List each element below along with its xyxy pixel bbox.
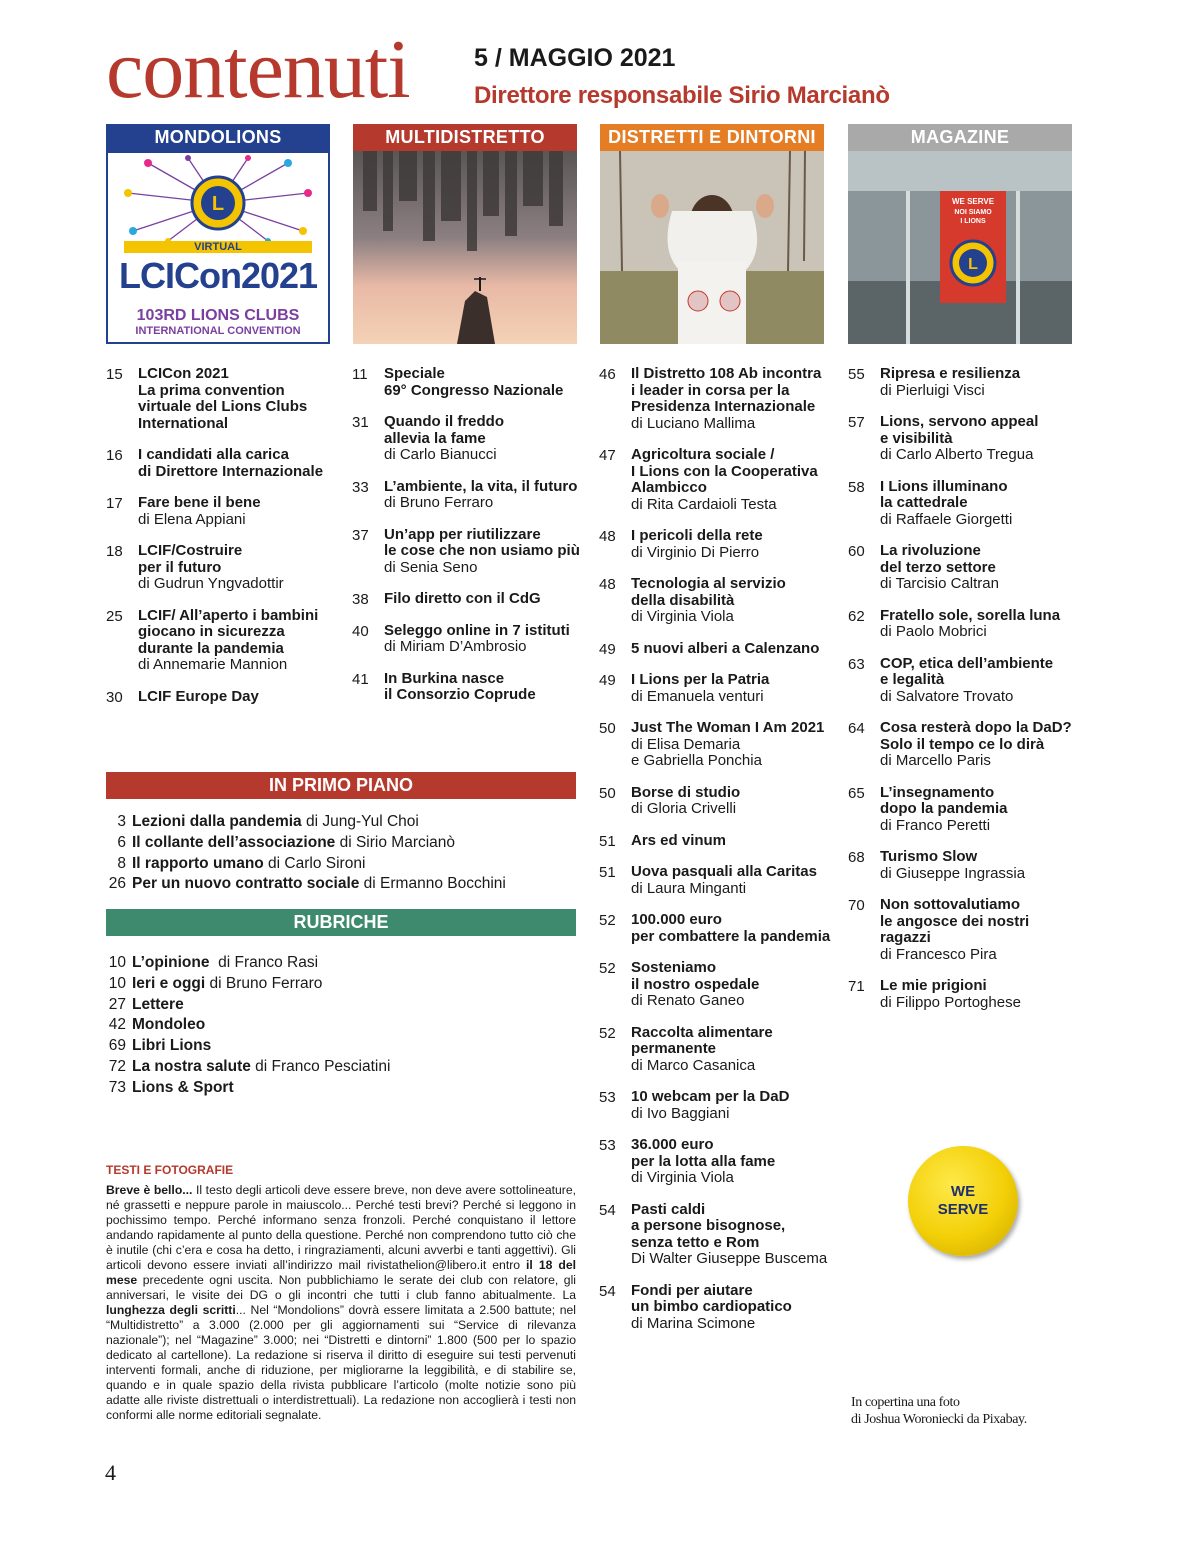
toc-page-number: 54 bbox=[599, 1282, 616, 1300]
list-entry[interactable] bbox=[104, 854, 584, 875]
notes-text-2: precedente ogni uscita. Non pubblichiamo le serate dei club con relatore, gli anniversari, le visite dei DG o gli incontri che tutti i club fanno abitualmente. La bbox=[106, 1273, 576, 1302]
list-title: Lions & Sport bbox=[132, 1078, 234, 1096]
toc-author: di Marco Casanica bbox=[631, 1056, 756, 1074]
toc-author: di Rita Cardaioli Testa bbox=[631, 495, 777, 513]
toc-title: In Burkina nasce il Consorzio Coprude bbox=[384, 669, 536, 703]
rubriche-list bbox=[104, 953, 584, 1099]
toc-title: Le mie prigioni bbox=[880, 977, 987, 994]
toc-entry[interactable] bbox=[106, 495, 342, 528]
section-header-distretti: DISTRETTI E DINTORNI bbox=[600, 124, 824, 151]
toc-page-number: 49 bbox=[599, 640, 616, 658]
toc-title: Pasti caldi a persone bisognose, senza tetto e Rom bbox=[631, 1200, 786, 1251]
list-author: di Franco Pesciatini bbox=[250, 1057, 391, 1075]
toc-title: L’insegnamento dopo la pandemia bbox=[880, 783, 1008, 817]
toc-page-number: 41 bbox=[352, 670, 369, 688]
issue-number: 5 / MAGGIO 2021 bbox=[474, 44, 676, 72]
sign-noi-siamo: NOI SIAMO bbox=[954, 209, 992, 216]
toc-author: di Annemarie Mannion bbox=[138, 656, 288, 673]
toc-title: COP, etica dell’ambiente e legalità bbox=[880, 654, 1054, 688]
list-entry[interactable] bbox=[104, 974, 584, 995]
toc-entry[interactable] bbox=[106, 366, 342, 432]
toc-title: L’ambiente, la vita, il futuro bbox=[384, 477, 578, 495]
list-entry[interactable] bbox=[104, 1015, 584, 1036]
section-header-mondolions: MONDOLIONS bbox=[106, 124, 330, 151]
toc-author: di Senia Seno bbox=[384, 558, 478, 576]
toc-page-number: 18 bbox=[106, 543, 123, 560]
toc-title: 10 webcam per la DaD bbox=[631, 1088, 790, 1105]
list-page-number: 72 bbox=[108, 1057, 126, 1075]
toc-title: Fondi per aiutare un bimbo cardiopatico bbox=[631, 1281, 792, 1315]
toc-page-number: 37 bbox=[352, 526, 369, 544]
toc-page-number: 70 bbox=[848, 897, 865, 914]
toc-title: I Lions per la Patria bbox=[631, 671, 770, 688]
list-author: di Sirio Marcianò bbox=[335, 833, 456, 851]
toc-page-number: 53 bbox=[599, 1137, 616, 1154]
list-page-number: 6 bbox=[117, 833, 126, 851]
primo-piano-list bbox=[104, 812, 584, 895]
section-distretti bbox=[600, 124, 824, 344]
toc-page-number: 63 bbox=[848, 655, 865, 673]
list-title: Il collante dell’associazione bbox=[132, 833, 336, 851]
toc-author: di Virginia Viola bbox=[631, 608, 734, 625]
toc-page-number: 50 bbox=[599, 720, 616, 737]
toc-page-number: 55 bbox=[848, 366, 865, 383]
toc-entry[interactable] bbox=[599, 912, 835, 945]
toc-entry[interactable] bbox=[599, 785, 835, 818]
toc-page-number: 71 bbox=[848, 978, 865, 995]
toc-entry[interactable] bbox=[848, 720, 1080, 770]
toc-column-mondolions bbox=[106, 366, 342, 720]
toc-title: 100.000 euro per combattere la pandemia bbox=[631, 911, 831, 945]
toc-title: Lions, servono appeal e visibilità bbox=[880, 413, 1039, 447]
list-page-number: 10 bbox=[108, 974, 126, 992]
toc-title: Un’app per riutilizzare le cose che non usiamo più bbox=[384, 525, 580, 559]
toc-column-magazine bbox=[848, 366, 1080, 1026]
notes-text-1: Il testo degli articoli deve essere breve, non deve avere sottolineature, né grassetti e neppure parole in maiuscolo... Perché testi brevi? Perché si leggono in pochissimo tempo. Perché informano senza fronzoli. Perché conquistano il lettore andando rapidamente al punto della questione. Perché non comprendono tutto ciò che è inutile (chi c’era e cosa ha detto, i ringraziamenti, alcuni avverbi e tanti aggettivi). Gli articoli devono essere inviati all’indirizzo mail rivistathelion@libero.it entro bbox=[106, 1183, 576, 1272]
toc-author: di Bruno Ferraro bbox=[384, 494, 494, 511]
page-title: contenuti bbox=[106, 23, 410, 116]
toc-title: 5 nuovi alberi a Calenzano bbox=[631, 639, 820, 657]
toc-entry[interactable] bbox=[599, 1202, 835, 1268]
toc-author: Di Walter Giuseppe Buscema bbox=[631, 1250, 828, 1267]
list-page-number: 27 bbox=[108, 995, 126, 1013]
toc-page-number: 16 bbox=[106, 447, 123, 464]
toc-entry[interactable] bbox=[848, 978, 1080, 1011]
toc-title: 36.000 euro per la lotta alla fame bbox=[631, 1136, 776, 1170]
lcicon-subtitle: 103RD LIONS CLUBS bbox=[136, 307, 300, 324]
toc-column-distretti bbox=[599, 366, 835, 1347]
toc-page-number: 64 bbox=[848, 720, 865, 737]
toc-author: di Salvatore Trovato bbox=[880, 687, 1014, 705]
lcicon-logo-text: LCICon2021 bbox=[118, 255, 318, 296]
toc-page-number: 68 bbox=[848, 849, 865, 866]
toc-entry[interactable] bbox=[599, 864, 835, 897]
list-page-number: 8 bbox=[117, 854, 126, 872]
toc-page-number: 51 bbox=[599, 832, 616, 850]
toc-entry[interactable] bbox=[599, 641, 835, 658]
toc-author: di Elisa Demaria e Gabriella Ponchia bbox=[631, 735, 762, 769]
lcicon-subtitle-2: INTERNATIONAL CONVENTION bbox=[135, 325, 301, 337]
toc-entry[interactable] bbox=[599, 833, 835, 850]
list-entry[interactable] bbox=[104, 995, 584, 1016]
toc-entry[interactable] bbox=[848, 366, 1080, 399]
toc-author: di Francesco Pira bbox=[880, 945, 997, 963]
list-title: L’opinione bbox=[132, 954, 210, 971]
list-author: di Ermanno Bocchini bbox=[359, 875, 506, 893]
toc-page-number: 47 bbox=[599, 447, 616, 464]
list-title: Il rapporto umano bbox=[132, 854, 264, 872]
toc-entry[interactable] bbox=[599, 576, 835, 626]
toc-page-number: 15 bbox=[106, 366, 123, 383]
toc-page-number: 38 bbox=[352, 591, 369, 608]
toc-entry[interactable] bbox=[106, 689, 342, 706]
list-page-number: 10 bbox=[108, 954, 126, 971]
toc-entry[interactable] bbox=[599, 1025, 835, 1075]
train-sign-image bbox=[848, 151, 1072, 344]
toc-entry[interactable] bbox=[599, 960, 835, 1010]
toc-page-number: 57 bbox=[848, 414, 865, 431]
list-page-number: 26 bbox=[108, 875, 126, 893]
toc-column-multidistretto bbox=[352, 366, 588, 719]
list-title: Per un nuovo contratto sociale bbox=[132, 875, 360, 893]
toc-author: di Raffaele Giorgetti bbox=[880, 510, 1013, 528]
toc-title: Ripresa e resilienza bbox=[880, 365, 1021, 382]
toc-page-number: 51 bbox=[599, 864, 616, 881]
toc-title: Uova pasquali alla Caritas bbox=[631, 863, 817, 880]
toc-entry[interactable] bbox=[106, 543, 342, 593]
toc-author: di Miriam D’Ambrosio bbox=[384, 638, 527, 655]
toc-title: I Lions illuminano la cattedrale bbox=[880, 477, 1008, 511]
toc-title: LCICon 2021 La prima convention virtuale del Lions Clubs International bbox=[138, 365, 308, 432]
toc-title: La rivoluzione del terzo settore bbox=[880, 542, 996, 576]
list-author: di Carlo Sironi bbox=[263, 854, 366, 872]
toc-title: Tecnologia al servizio della disabilità bbox=[631, 575, 786, 609]
toc-title: LCIF/Costruire per il futuro bbox=[138, 542, 243, 576]
toc-title: Fare bene il bene bbox=[138, 494, 261, 511]
toc-page-number: 52 bbox=[599, 912, 616, 929]
notes-bold-1: Breve è bello... bbox=[106, 1183, 193, 1197]
toc-entry[interactable] bbox=[106, 447, 342, 480]
toc-page-number: 11 bbox=[352, 366, 368, 383]
section-multidistretto bbox=[353, 124, 577, 344]
list-title: Lezioni dalla pandemia bbox=[132, 813, 302, 830]
toc-author: di Emanuela venturi bbox=[631, 687, 764, 705]
toc-title: Fratello sole, sorella luna bbox=[880, 606, 1061, 624]
virtual-label: VIRTUAL bbox=[194, 241, 242, 253]
toc-title: Borse di studio bbox=[631, 783, 741, 801]
toc-title: Non sottovalutiamo le angosce dei nostri ragazzi bbox=[880, 896, 1030, 946]
toc-page-number: 48 bbox=[599, 528, 616, 545]
toc-page-number: 52 bbox=[599, 1024, 616, 1042]
toc-author: di Carlo Alberto Tregua bbox=[880, 446, 1034, 463]
list-title: Ieri e oggi bbox=[132, 974, 206, 992]
toc-entry[interactable] bbox=[599, 720, 835, 770]
toc-author: di Carlo Bianucci bbox=[384, 446, 497, 463]
toc-author: di Marina Scimone bbox=[631, 1314, 756, 1332]
we-serve-badge bbox=[908, 1146, 1018, 1256]
toc-entry[interactable] bbox=[848, 785, 1080, 835]
toc-title: Raccolta alimentare permanente bbox=[631, 1023, 773, 1057]
toc-page-number: 50 bbox=[599, 784, 616, 802]
toc-entry[interactable] bbox=[352, 671, 588, 704]
toc-author: di Filippo Portoghese bbox=[880, 993, 1021, 1011]
list-page-number: 3 bbox=[117, 813, 126, 830]
notes-bold-2: il 18 del mese bbox=[106, 1258, 576, 1287]
section-magazine bbox=[848, 124, 1072, 344]
toc-title: Just The Woman I Am 2021 bbox=[631, 719, 825, 736]
toc-title: LCIF Europe Day bbox=[138, 687, 259, 705]
toc-author: di Gudrun Yngvadottir bbox=[138, 575, 284, 592]
toc-title: Quando il freddo allevia la fame bbox=[384, 413, 504, 447]
toc-page-number: 53 bbox=[599, 1089, 616, 1106]
director-line: Direttore responsabile Sirio Marcianò bbox=[474, 82, 890, 109]
list-entry[interactable] bbox=[104, 833, 584, 854]
toc-entry[interactable] bbox=[599, 366, 835, 432]
toc-author: di Elena Appiani bbox=[138, 510, 246, 528]
toc-author: di Paolo Mobrici bbox=[880, 623, 987, 640]
notes-bold-3: lunghezza degli scritti bbox=[106, 1303, 236, 1317]
toc-page-number: 33 bbox=[352, 478, 369, 496]
svg-text:L: L bbox=[968, 256, 978, 273]
toc-author: di Tarcisio Caltran bbox=[880, 575, 999, 592]
toc-author: di Laura Minganti bbox=[631, 879, 747, 897]
notes-body bbox=[106, 1183, 576, 1423]
notes-text-3: ... Nel “Mondolions” dovrà essere limitata a 2.500 battute; nel “Multidistretto” a 3.000 (2.000 per gli aggiornamenti sui “Service di rilevanza nazionale”); nel “Magazine” 3.000; nei “Distretti e dintorni” 1.800 (500 per lo spazio dedicato al cartellone). La redazione si riserva il diritto di eseguire sui testi pervenuti interventi formali, anche di riduzione, per migliorarne la leggibilità, e di stabilire se, quando e in quale spazio della rivista pubblicare l’articolo (molte notizie sono più adatte alle riviste distrettuali o interdistrettuali). La redazione non accoglierà i testi non conformi alle norme editoriali segnalate. bbox=[106, 1303, 576, 1422]
list-entry[interactable] bbox=[104, 1057, 584, 1078]
list-title: Lettere bbox=[132, 995, 184, 1013]
toc-page-number: 60 bbox=[848, 543, 865, 560]
toc-title: Turismo Slow bbox=[880, 848, 978, 865]
toc-author: di Ivo Baggiani bbox=[631, 1104, 730, 1122]
toc-entry[interactable] bbox=[848, 897, 1080, 963]
toc-author: di Gloria Crivelli bbox=[631, 800, 737, 817]
toc-entry[interactable] bbox=[848, 849, 1080, 882]
toc-entry[interactable] bbox=[352, 527, 588, 577]
toc-author: di Luciano Mallima bbox=[631, 414, 756, 432]
toc-page-number: 58 bbox=[848, 478, 865, 496]
lcicon-image bbox=[106, 151, 330, 344]
toc-title: I pericoli della rete bbox=[631, 527, 763, 544]
toc-author: di Franco Peretti bbox=[880, 816, 991, 834]
badge-line-2: SERVE bbox=[937, 1201, 989, 1218]
list-title: Libri Lions bbox=[132, 1037, 212, 1055]
toc-page-number: 54 bbox=[599, 1201, 616, 1219]
section-header-multidistretto: MULTIDISTRETTO bbox=[353, 124, 577, 151]
badge-line-1: WE bbox=[950, 1183, 976, 1200]
toc-entry[interactable] bbox=[599, 672, 835, 705]
list-entry[interactable] bbox=[104, 1036, 584, 1057]
toc-title: Cosa resterà dopo la DaD? Solo il tempo ce lo dirà bbox=[880, 719, 1072, 753]
toc-entry[interactable] bbox=[352, 366, 588, 399]
cover-credit: In copertina una foto di Joshua Woroniecki da Pixabay. bbox=[851, 1395, 1027, 1427]
toc-entry[interactable] bbox=[599, 1089, 835, 1122]
sign-i-lions: I LIONS bbox=[960, 218, 986, 225]
toc-entry[interactable] bbox=[352, 414, 588, 464]
toc-page-number: 48 bbox=[599, 576, 616, 593]
toc-entry[interactable] bbox=[106, 608, 342, 674]
list-title: Mondoleo bbox=[132, 1016, 206, 1034]
list-page-number: 73 bbox=[108, 1078, 126, 1096]
list-author: di Franco Rasi bbox=[209, 954, 319, 971]
svg-text:L: L bbox=[211, 193, 225, 215]
toc-page-number: 52 bbox=[599, 960, 616, 977]
toc-page-number: 65 bbox=[848, 784, 865, 802]
notes-heading: TESTI E FOTOGRAFIE bbox=[106, 1163, 234, 1177]
toc-page-number: 62 bbox=[848, 607, 865, 625]
toc-title: Ars ed vinum bbox=[631, 831, 727, 849]
list-author: di Jung-Yul Choi bbox=[301, 813, 419, 830]
toc-page-number: 49 bbox=[599, 672, 616, 689]
sign-we-serve: WE SERVE bbox=[951, 197, 995, 206]
primo-piano-header: IN PRIMO PIANO bbox=[106, 772, 576, 799]
toc-page-number: 25 bbox=[106, 607, 123, 625]
city-cliff-image bbox=[353, 151, 577, 344]
list-entry[interactable] bbox=[104, 812, 584, 833]
list-entry[interactable] bbox=[104, 953, 584, 974]
toc-title: Filo diretto con il CdG bbox=[384, 590, 541, 607]
toc-entry[interactable] bbox=[352, 591, 588, 608]
toc-entry[interactable] bbox=[352, 623, 588, 656]
toc-title: Seleggo online in 7 istituti bbox=[384, 621, 570, 639]
toc-page-number: 46 bbox=[599, 366, 616, 383]
toc-entry[interactable] bbox=[848, 414, 1080, 464]
toc-page-number: 17 bbox=[106, 495, 123, 512]
toc-entry[interactable] bbox=[848, 656, 1080, 706]
toc-entry[interactable] bbox=[352, 479, 588, 512]
page-number: 4 bbox=[105, 1460, 116, 1485]
toc-title: I candidati alla carica di Direttore Internazionale bbox=[138, 446, 324, 480]
toc-page-number: 31 bbox=[352, 414, 369, 431]
toc-author: di Renato Ganeo bbox=[631, 992, 745, 1009]
toc-entry[interactable] bbox=[848, 479, 1080, 529]
toc-page-number: 40 bbox=[352, 622, 369, 640]
list-entry[interactable] bbox=[104, 874, 584, 895]
list-page-number: 69 bbox=[108, 1037, 126, 1055]
section-mondolions bbox=[106, 124, 330, 344]
toc-entry[interactable] bbox=[848, 608, 1080, 641]
girl-thumbs-down-image bbox=[600, 151, 824, 344]
toc-entry[interactable] bbox=[599, 1137, 835, 1187]
toc-entry[interactable] bbox=[599, 1283, 835, 1333]
toc-author: di Virginio Di Pierro bbox=[631, 543, 760, 561]
toc-title: Agricoltura sociale / I Lions con la Cooperativa Alambicco bbox=[631, 446, 818, 496]
list-page-number: 42 bbox=[108, 1016, 126, 1034]
toc-title: Speciale 69° Congresso Nazionale bbox=[384, 365, 564, 399]
toc-author: di Pierluigi Visci bbox=[880, 381, 985, 399]
toc-title: LCIF/ All’aperto i bambini giocano in sicurezza durante la pandemia bbox=[138, 606, 319, 657]
list-author: di Bruno Ferraro bbox=[205, 974, 323, 992]
toc-entry[interactable] bbox=[848, 543, 1080, 593]
rubriche-header: RUBRICHE bbox=[106, 909, 576, 936]
toc-title: Sosteniamo il nostro ospedale bbox=[631, 959, 760, 993]
list-entry[interactable] bbox=[104, 1078, 584, 1099]
toc-page-number: 30 bbox=[106, 688, 123, 706]
toc-author: di Virginia Viola bbox=[631, 1169, 734, 1186]
toc-entry[interactable] bbox=[599, 528, 835, 561]
toc-title: Il Distretto 108 Ab incontra i leader in corsa per la Presidenza Internazionale bbox=[631, 365, 822, 415]
toc-author: di Marcello Paris bbox=[880, 752, 991, 769]
section-header-magazine: MAGAZINE bbox=[848, 124, 1072, 151]
list-title: La nostra salute bbox=[132, 1057, 251, 1075]
toc-author: di Giuseppe Ingrassia bbox=[880, 864, 1026, 882]
toc-entry[interactable] bbox=[599, 447, 835, 513]
